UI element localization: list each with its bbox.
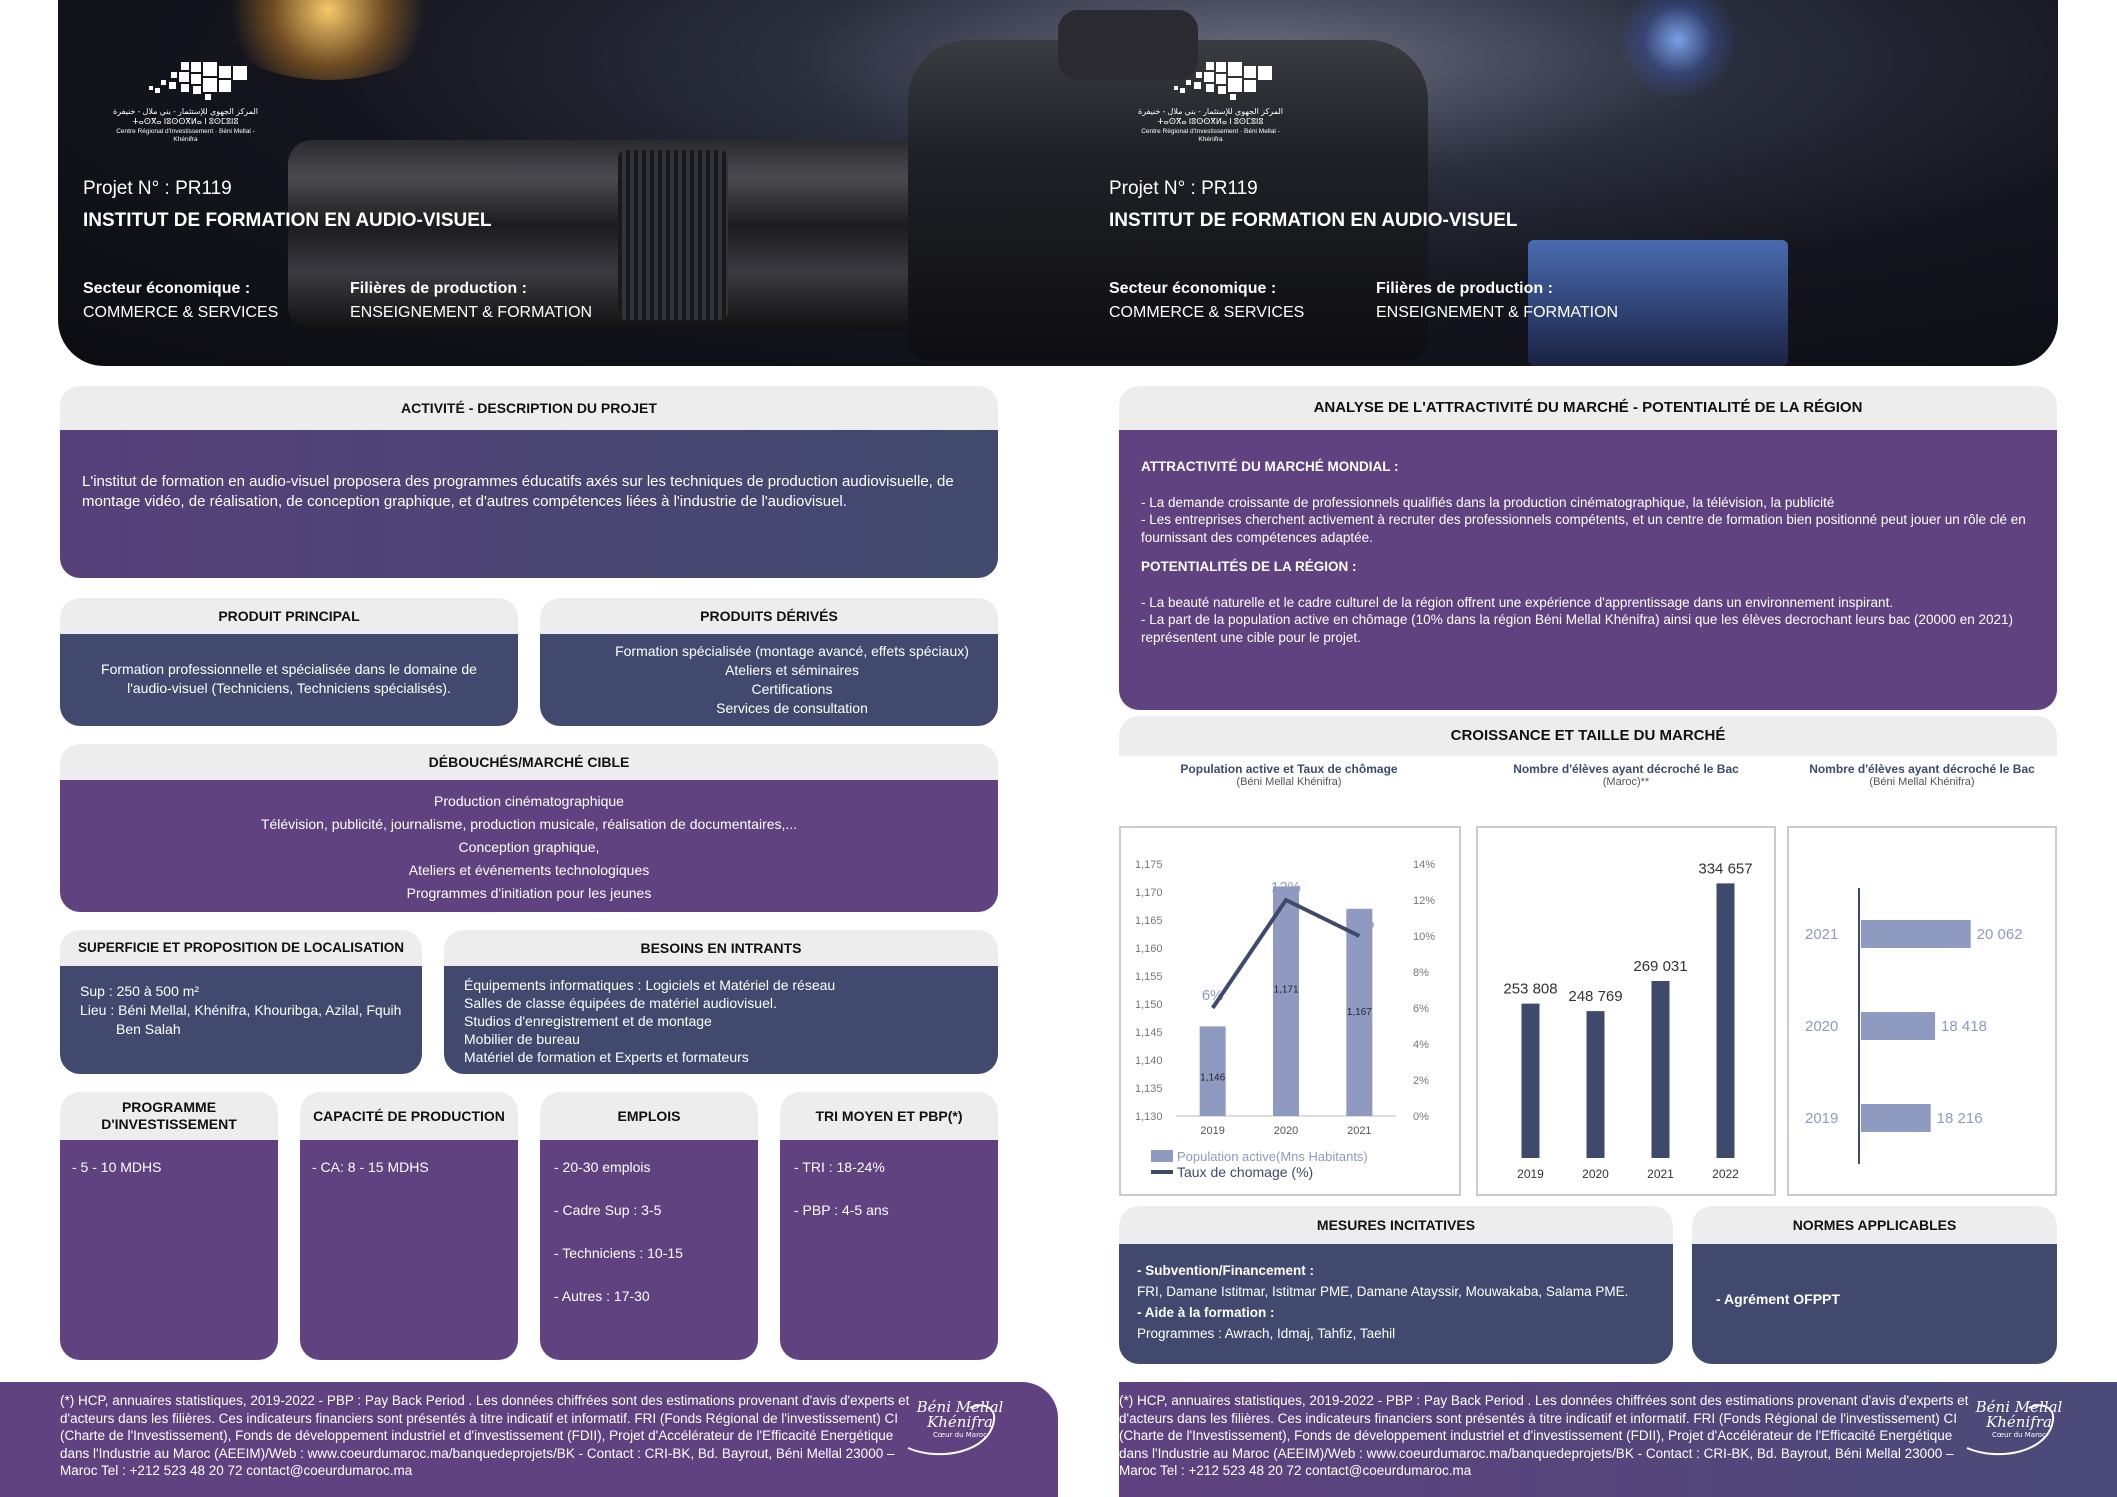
data-label: 253 808 (1503, 980, 1558, 998)
y2-tick-label: 6% (1413, 1003, 1429, 1015)
chart1-subtitle: (Béni Mellal Khénifra) (1236, 776, 1342, 788)
emplois-item: - Cadre Sup : 3-5 (554, 1202, 662, 1218)
produit-principal-card (60, 598, 518, 726)
besoins-item: Studios d'enregistrement et de montage (464, 1013, 712, 1029)
produits-derives-item: Services de consultation (716, 699, 868, 716)
project-number: Projet N° : PR119 (83, 178, 232, 199)
emplois-title: EMPLOIS (540, 1092, 758, 1140)
tri-card (780, 1092, 998, 1360)
x-tick-label: 2021 (1647, 1167, 1674, 1181)
logo-arabic-text: المركز الجهوي للإستثمار - بني ملال - خنيفرة (1138, 107, 1283, 116)
y2-tick-label: 8% (1413, 967, 1429, 979)
legend-label: Population active(Mns Habitants) (1177, 1149, 1368, 1164)
chart1-title-text: Population active et Taux de chômage (1180, 762, 1398, 776)
bar (1652, 981, 1670, 1158)
bar (1861, 1012, 1935, 1040)
debouches-card (60, 744, 998, 912)
logo-swoosh-icon (900, 1396, 1000, 1460)
logo-mosaic-icon (141, 60, 251, 102)
data-label: 248 769 (1568, 988, 1623, 1006)
y2-tick-label: 2% (1413, 1075, 1429, 1087)
subvention-label: - Subvention/Financement : (1137, 1263, 1315, 1278)
cri-logo-left (113, 60, 258, 145)
brand-logo-small: Cœur du Maroc (1992, 1431, 2046, 1439)
brand-logo-line: Khénifra (1986, 1413, 2052, 1431)
camera-screen (1528, 240, 1788, 366)
x-tick-label: 2022 (1712, 1167, 1739, 1181)
logo-tifinagh-text: ⵜⴰⵙⴳⴰ ⵏⵓⵙⵙⴳⵍⴰ ⵏ ⵓⵙⵎⵓⵏⵓ (132, 117, 239, 127)
camera-lens (288, 140, 928, 330)
brand-logo-line: Khénifra (927, 1413, 993, 1431)
debouches-item: Programmes d'initiation pour les jeunes (406, 885, 652, 901)
capacite-text: - CA: 8 - 15 MDHS (300, 1140, 518, 1360)
region-title: POTENTIALITÉS DE LA RÉGION : (1141, 559, 1357, 574)
data-label: 269 031 (1633, 957, 1688, 975)
chart3-title-text: Nombre d'élèves ayant décroché le Bac (1809, 762, 2035, 776)
mondial-point: - La demande croissante de professionnels qualifiés dans la production cinématographique, la télévision, la publicité (1141, 494, 1835, 510)
programme-card (60, 1092, 278, 1360)
x-tick-label: 2020 (1582, 1167, 1609, 1181)
y-tick-label: 1,175 (1135, 859, 1163, 871)
bac-maroc-chart (1478, 828, 1774, 1194)
y-tick-label: 2020 (1805, 1018, 1839, 1035)
emplois-item: - 20-30 emplois (554, 1159, 651, 1175)
bar (1522, 1004, 1540, 1158)
aide-label: - Aide à la formation : (1137, 1305, 1275, 1320)
data-label: 20 062 (1976, 926, 2023, 943)
y2-tick-label: 12% (1413, 895, 1436, 907)
debouches-item: Ateliers et événements technologiques (408, 862, 650, 878)
produits-derives-item: Certifications (751, 680, 833, 697)
line-data-label: 10% (1344, 915, 1375, 932)
produit-principal-text: Formation professionnelle et spécialisée dans le domaine de l'audio-visuel (Techniciens, Techniciens spécialisés). (60, 634, 518, 726)
bar (1717, 883, 1735, 1158)
y-tick-label: 1,165 (1135, 915, 1163, 927)
mesures-title: MESURES INCITATIVES (1119, 1206, 1673, 1244)
y-tick-label: 1,150 (1135, 999, 1163, 1011)
bac-region-chart (1789, 828, 2055, 1194)
besoins-item: Salles de classe équipées de matériel audiovisuel. (464, 995, 777, 1011)
population-chomage-chart (1121, 828, 1459, 1194)
x-tick-label: 2020 (1273, 1125, 1299, 1137)
aide-text: Programmes : Awrach, Idmaj, Tahfiz, Taehil (1137, 1326, 1396, 1341)
y-tick-label: 2019 (1805, 1110, 1839, 1127)
y-tick-label: 1,170 (1135, 887, 1163, 899)
chart3-title (1787, 762, 2057, 788)
superficie-title: SUPERFICIE ET PROPOSITION DE LOCALISATION (60, 930, 422, 966)
y-tick-label: 1,140 (1135, 1055, 1163, 1067)
chart1-box (1119, 826, 1461, 1196)
normes-text: - Agrément OFPPT (1692, 1244, 2057, 1364)
brand-logo-small: Cœur du Maroc (933, 1431, 987, 1439)
line-data-label: 6% (1201, 987, 1224, 1004)
bokeh-light (1618, 0, 1738, 100)
project-title: INSTITUT DE FORMATION EN AUDIO-VISUEL (1109, 210, 1518, 231)
x-tick-label: 2021 (1347, 1125, 1372, 1137)
line-data-label: 12% (1270, 879, 1302, 896)
programme-title: PROGRAMME D'INVESTISSEMENT (60, 1092, 278, 1140)
bar (1587, 1011, 1605, 1158)
mondial-point: - Les entreprises cherchent activement à recruter des professionnels compétents, et un centre de formation bien positionné peut jouer un rôle clé en fournissant des compétences adaptée. (1141, 512, 2026, 545)
legend-label: Taux de chomage (%) (1177, 1164, 1314, 1180)
bar-data-label: 1,171 (1273, 984, 1299, 996)
y2-tick-label: 0% (1413, 1111, 1429, 1123)
logo-swoosh-icon (1959, 1396, 2059, 1460)
region-point: - La part de la population active en chômage (10% dans la région Béni Mellal Khénifra) ainsi que les élèves decrochant leurs bac (20000 en 2021) représentent une cible pour le projet. (1141, 612, 2014, 645)
superficie-lieu-cont: Ben Salah (116, 1020, 181, 1037)
y-tick-label: 2021 (1805, 926, 1839, 943)
bar (1200, 1026, 1226, 1116)
programme-text: - 5 - 10 MDHS (60, 1140, 278, 1360)
chart2-title (1476, 762, 1776, 788)
region-point: - La beauté naturelle et le cadre culturel de la région offrent une expérience d'apprentissage dans un environnement inspirant. (1141, 594, 1894, 610)
y2-tick-label: 10% (1413, 931, 1436, 943)
produits-derives-item: Ateliers et séminaires (725, 661, 859, 678)
chart2-subtitle: (Maroc)** (1602, 776, 1650, 788)
chart2-title-text: Nombre d'élèves ayant décroché le Bac (1513, 762, 1739, 776)
filieres-label: Filières de production : (1376, 280, 1553, 297)
activite-title: ACTIVITÉ - DESCRIPTION DU PROJET (60, 386, 998, 430)
produits-derives-title: PRODUITS DÉRIVÉS (540, 598, 998, 634)
y-tick-label: 1,130 (1135, 1111, 1163, 1123)
produits-derives-card (540, 598, 998, 726)
produit-principal-title: PRODUIT PRINCIPAL (60, 598, 518, 634)
tri-title: TRI MOYEN ET PBP(*) (780, 1092, 998, 1140)
superficie-lieu: Lieu : Béni Mellal, Khénifra, Khouribga, Azilal, Fquih (80, 1001, 402, 1018)
y-tick-label: 1,155 (1135, 971, 1163, 983)
chart3-subtitle: (Béni Mellal Khénifra) (1869, 776, 1975, 788)
emplois-item: - Techniciens : 10-15 (554, 1245, 683, 1261)
lens-ring (618, 150, 728, 320)
besoins-item: Mobilier de bureau (464, 1031, 580, 1047)
sector-value: COMMERCE & SERVICES (83, 304, 279, 321)
y2-tick-label: 14% (1413, 859, 1436, 871)
bar (1273, 886, 1299, 1116)
analyse-card (1119, 386, 2057, 710)
filieres-value: ENSEIGNEMENT & FORMATION (350, 304, 593, 321)
tri-item: - TRI : 18-24% (794, 1159, 885, 1175)
superficie-sup: Sup : 250 à 500 m² (80, 983, 200, 999)
footer-text: (*) HCP, annuaires statistiques, 2019-2022 - PBP : Pay Back Period . Les données chiffrées sont des estimations provenant d'avis d'experts et d'acteurs dans les filières. Ces indicateurs financiers sont présentés à titre indicatif et informatif. FRI (Fonds Régional de l'investissement) CI (Charte de l'Investissement), Fonds de développement industriel et d'investissement (FDII), Projet d'Accélérateur de l'Efficacité Energétique dans l'Industrie au Maroc (AEEIM)/Web : www.coeurdumaroc.ma/banquedeprojets/BK - Contact : CRI-BK, Bd. Bayrout, Béni Mellal 23000 – Maroc Tel : +212 523 48 20 72 contact@coeurdumaroc.ma (60, 1393, 910, 1479)
mondial-title: ATTRACTIVITÉ DU MARCHÉ MONDIAL : (1141, 459, 1399, 474)
logo-tifinagh-text: ⵜⴰⵙⴳⴰ ⵏⵓⵙⵙⴳⵍⴰ ⵏ ⵓⵙⵎⵓⵏⵓ (1157, 117, 1264, 127)
x-tick-label: 2019 (1517, 1167, 1544, 1181)
chart2-box (1476, 826, 1776, 1196)
activite-text: L'institut de formation en audio-visuel proposera des programmes éducatifs axés sur les techniques de production audiovisuelle, de montage vidéo, de réalisation, de conception graphique, et d'autres compétences liées à l'industrie de l'audiovisuel. (60, 430, 998, 578)
debouches-item: Production cinématographique (434, 793, 624, 809)
croissance-header (1119, 716, 2057, 756)
logo-arabic-text: المركز الجهوي للإستثمار - بني ملال - خنيفرة (113, 107, 258, 116)
emplois-item: - Autres : 17-30 (554, 1288, 650, 1304)
y-tick-label: 1,145 (1135, 1027, 1163, 1039)
besoins-card (444, 930, 998, 1074)
capacite-card (300, 1092, 518, 1360)
footer-right (1119, 1382, 2117, 1497)
sector-value: COMMERCE & SERVICES (1109, 304, 1305, 321)
project-number: Projet N° : PR119 (1109, 178, 1258, 199)
y-tick-label: 1,160 (1135, 943, 1163, 955)
debouches-title: DÉBOUCHÉS/MARCHÉ CIBLE (60, 744, 998, 780)
bar-data-label: 1,146 (1200, 1072, 1226, 1084)
footer-text: (*) HCP, annuaires statistiques, 2019-2022 - PBP : Pay Back Period . Les données chiffrées sont des estimations provenant d'avis d'experts et d'acteurs dans les filières. Ces indicateurs financiers sont présentés à titre indicatif et informatif. FRI (Fonds Régional de l'investissement) CI (Charte de l'Investissement), Fonds de développement industriel et d'investissement (FDII), Projet d'Accélérateur de l'Efficacité Energétique dans l'Industrie au Maroc (AEEIM)/Web : www.coeurdumaroc.ma/banquedeprojets/BK - Contact : CRI-BK, Bd. Bayrout, Béni Mellal 23000 – Maroc Tel : +212 523 48 20 72 contact@coeurdumaroc.ma (1119, 1393, 1969, 1479)
y-tick-label: 1,135 (1135, 1083, 1163, 1095)
cri-logo-right (1138, 60, 1283, 145)
besoins-item: Équipements informatiques : Logiciels et Matériel de réseau (464, 977, 836, 993)
header-banner (58, 0, 2058, 366)
subvention-text: FRI, Damane Istitmar, Istitmar PME, Damane Atayssir, Mouwakaba, Salama PME. (1137, 1284, 1629, 1299)
produits-derives-item: Formation spécialisée (montage avancé, effets spéciaux) (615, 643, 969, 659)
logo-french-text: Centre Régional d'Investissement · Béni Mellal - Khénifra (116, 127, 255, 144)
bar-data-label: 1,167 (1346, 1006, 1372, 1018)
bar (1861, 920, 1971, 948)
data-label: 334 657 (1698, 860, 1753, 878)
data-label: 18 418 (1941, 1018, 1987, 1035)
logo-mosaic-icon (1166, 60, 1276, 102)
emplois-card (540, 1092, 758, 1360)
bar (1861, 1104, 1931, 1132)
debouches-item: Conception graphique, (458, 839, 600, 855)
footer-left (0, 1382, 1058, 1497)
x-tick-label: 2019 (1200, 1125, 1225, 1137)
capacite-title: CAPACITÉ DE PRODUCTION (300, 1092, 518, 1140)
activite-card (60, 386, 998, 578)
filieres-label: Filières de production : (350, 280, 527, 297)
analyse-title: ANALYSE DE L'ATTRACTIVITÉ DU MARCHÉ - POTENTIALITÉ DE LA RÉGION (1119, 386, 2057, 430)
logo-french-text: Centre Régional d'Investissement · Béni Mellal - Khénifra (1141, 127, 1280, 144)
chart3-box (1787, 826, 2057, 1196)
tri-item: - PBP : 4-5 ans (794, 1201, 889, 1218)
sector-label: Secteur économique : (1109, 280, 1277, 297)
legend-swatch-bar (1151, 1150, 1173, 1162)
normes-title: NORMES APPLICABLES (1692, 1206, 2057, 1244)
sector-label: Secteur économique : (83, 280, 251, 297)
debouches-item: Télévision, publicité, journalisme, production musicale, réalisation de documentaires,... (260, 816, 798, 832)
y2-tick-label: 4% (1413, 1039, 1429, 1051)
project-title: INSTITUT DE FORMATION EN AUDIO-VISUEL (83, 210, 492, 231)
brand-logo-line: Béni Mellal (916, 1398, 1004, 1416)
chart1-title (1119, 762, 1459, 788)
data-label: 18 216 (1936, 1110, 1983, 1127)
filieres-value: ENSEIGNEMENT & FORMATION (1376, 304, 1619, 321)
normes-card (1692, 1206, 2057, 1364)
brand-logo-line: Béni Mellal (1975, 1398, 2063, 1416)
besoins-title: BESOINS EN INTRANTS (444, 930, 998, 966)
croissance-title: CROISSANCE ET TAILLE DU MARCHÉ (1119, 716, 2057, 756)
mesures-card (1119, 1206, 1673, 1364)
superficie-card (60, 930, 422, 1074)
besoins-item: Matériel de formation et Experts et formateurs (464, 1049, 749, 1065)
